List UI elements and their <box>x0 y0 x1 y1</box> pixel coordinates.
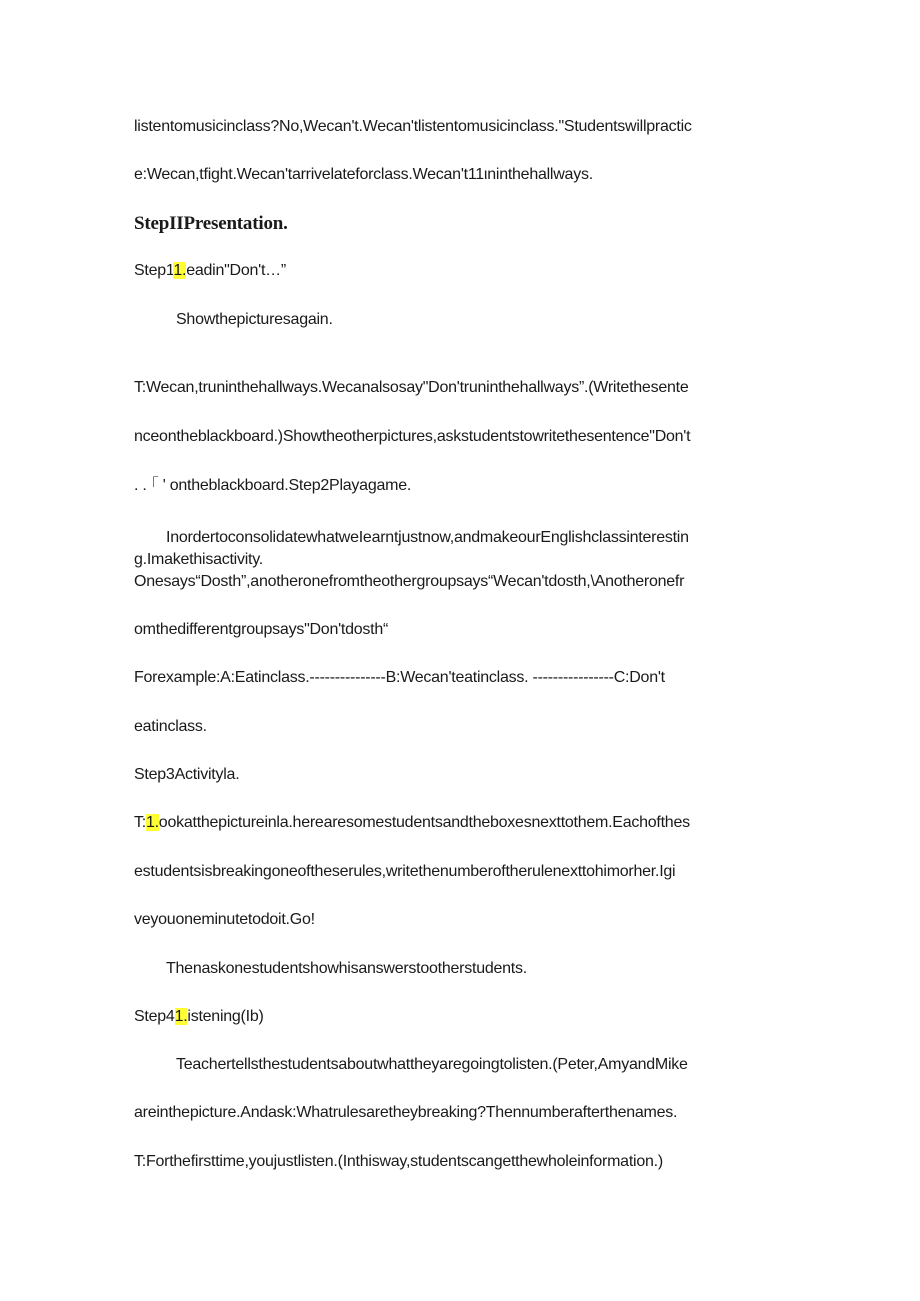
step-text: ookatthepictureinla.herearesomestudentsandtheboxesnexttothem.Eachofthes <box>158 814 690 831</box>
text-line: eatinclass. <box>134 718 207 735</box>
text-line: nceontheblackboard.)Showtheotherpictures,askstudentstowritethesentence"Don't <box>134 428 691 445</box>
text-line: InordertoconsolidatewhatweIearntjustnow,andmakeourEnglishclassinterestin <box>166 529 689 546</box>
step-line <box>134 1007 264 1027</box>
text-line: areinthepicture.Andask:Whatrulesaretheybreaking?Thennumberafterthenames. <box>134 1104 678 1121</box>
highlighted-text: 1. <box>173 262 187 279</box>
step-text: istening(Ib) <box>187 1008 264 1025</box>
highlighted-text: 1. <box>174 1008 188 1025</box>
step-line <box>134 261 286 281</box>
text-line: Onesays“Dosth”,anotheronefromtheothergroupsays“Wecan'tdosth,\Anotheronefr <box>134 573 685 590</box>
step-label: Step4 <box>134 1008 175 1025</box>
text-line: e:Wecan,tfight.Wecan'tarrivelateforclass.Wecan't11ιninthehallways. <box>134 166 593 183</box>
text-line: T:Wecan,truninthehallways.Wecanalsosay"Don'truninthehallways”.(Writethesente <box>134 379 689 396</box>
text-line: listentomusicinclass?No,Wecan't.Wecan'tlistentomusicinclass."Studentswillpractic <box>134 118 692 135</box>
text-line: estudentsisbreakingoneoftheserules,writethenumberoftherulenexttohimorher.Igi <box>134 863 676 880</box>
step-text: eadin"Don't…” <box>186 262 286 279</box>
step-line <box>134 813 690 833</box>
step-label: T: <box>134 814 146 831</box>
text-line: Teachertellsthestudentsaboutwhattheyaregoingtolisten.(Peter,AmyandMike <box>176 1056 688 1073</box>
text-line: Forexample:A:Eatinclass.---------------B:Wecan'teatinclass. ----------------C:Don't <box>134 669 665 686</box>
text-line: T:Forthefirsttime,youjustlisten.(Inthisway,studentscangetthewholeinformation.) <box>134 1153 663 1170</box>
text-line: omthedifferentgroupsays"Don'tdosth“ <box>134 621 389 638</box>
text-line: Showthepicturesagain. <box>176 311 333 328</box>
text-line: Thenaskonestudentshowhisanswerstootherstudents. <box>166 960 527 977</box>
text-line: veyouoneminutetodoit.Go! <box>134 911 315 928</box>
highlighted-text: 1. <box>145 814 159 831</box>
text-line: Step3Activityla. <box>134 766 240 783</box>
step-label: Step1 <box>134 262 174 279</box>
text-line: . . ｢ ' ontheblackboard.Step2Playagame. <box>134 477 412 494</box>
section-heading: StepIIPresentation. <box>134 213 288 234</box>
text-line: g.Imakethisactivity. <box>134 551 263 568</box>
